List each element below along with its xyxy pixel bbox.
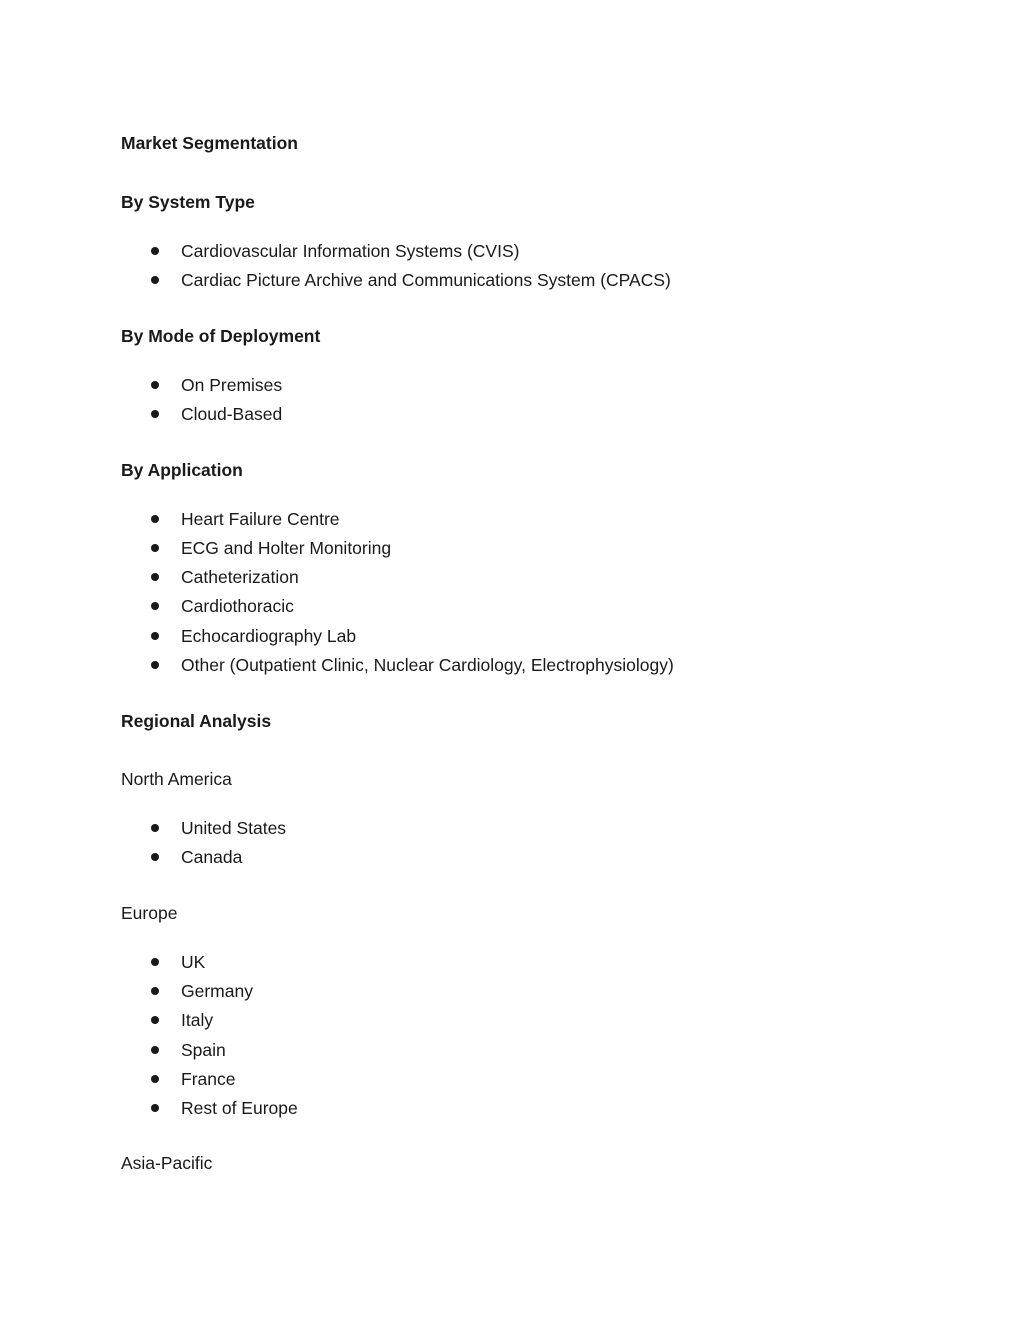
list-item: Heart Failure Centre: [181, 509, 340, 529]
list-item: Cardiovascular Information Systems (CVIS): [181, 241, 520, 261]
region-europe: Europe: [121, 903, 178, 923]
bullet: [151, 573, 159, 581]
list-item: Catheterization: [181, 567, 299, 587]
list-item: Spain: [181, 1040, 226, 1060]
list-item: On Premises: [181, 375, 283, 395]
list-item: Cloud-Based: [181, 404, 283, 424]
list-item: United States: [181, 818, 287, 838]
list-item: France: [181, 1069, 236, 1089]
list-item: Other (Outpatient Clinic, Nuclear Cardiology, Electrophysiology): [181, 655, 674, 675]
list-item: Germany: [181, 981, 253, 1001]
bullet: [151, 515, 159, 523]
heading-market-segmentation: Market Segmentation: [121, 133, 298, 153]
bullet: [151, 987, 159, 995]
list-item: ECG and Holter Monitoring: [181, 538, 392, 558]
list-item: Cardiac Picture Archive and Communications System (CPACS): [181, 270, 671, 290]
region-north-america: North America: [121, 769, 232, 789]
heading-by-application: By Application: [121, 460, 243, 480]
bullet: [151, 1075, 159, 1083]
bullet: [151, 247, 159, 255]
heading-by-system-type: By System Type: [121, 192, 255, 212]
bullet: [151, 1104, 159, 1112]
bullet: [151, 661, 159, 669]
bullet: [151, 824, 159, 832]
region-asia-pacific: Asia-Pacific: [121, 1153, 213, 1173]
bullet: [151, 632, 159, 640]
bullet: [151, 544, 159, 552]
bullet: [151, 276, 159, 284]
list-item: Italy: [181, 1010, 214, 1030]
bullet: [151, 1016, 159, 1024]
list-item: Canada: [181, 847, 243, 867]
heading-regional-analysis: Regional Analysis: [121, 711, 272, 731]
list-item: UK: [181, 952, 206, 972]
list-item: Cardiothoracic: [181, 596, 294, 616]
bullet: [151, 381, 159, 389]
list-item: Rest of Europe: [181, 1098, 298, 1118]
bullet: [151, 958, 159, 966]
heading-by-mode-of-deployment: By Mode of Deployment: [121, 326, 321, 346]
list-item: Echocardiography Lab: [181, 626, 357, 646]
bullet: [151, 602, 159, 610]
bullet: [151, 853, 159, 861]
bullet: [151, 1046, 159, 1054]
bullet: [151, 410, 159, 418]
